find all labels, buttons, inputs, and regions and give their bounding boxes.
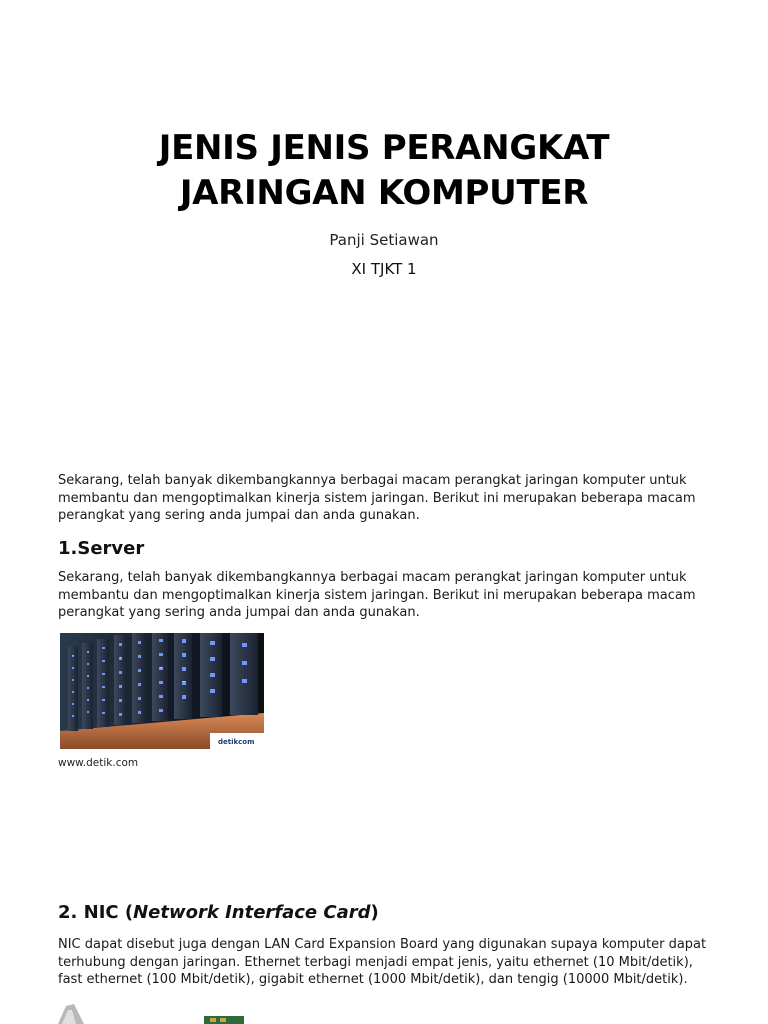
class-label: XI TJKT 1: [351, 260, 417, 278]
intro-line: Sekarang, telah banyak dikembangkannya berbagai macam perangkat jaringan komputer untuk: [58, 473, 687, 488]
title-line-2: JARINGAN KOMPUTER: [179, 173, 589, 213]
nic-heading-prefix: 2. NIC (: [58, 902, 134, 923]
nic-heading-italic: Network Interface Card: [133, 902, 371, 923]
nic-line: fast ethernet (100 Mbit/detik), gigabit ethernet (1000 Mbit/detik), dan tengig (10000 Mbit/detik).: [58, 972, 688, 987]
nic-card-image: [54, 1000, 254, 1024]
title-line-1: JENIS JENIS PERANGKAT: [158, 128, 610, 168]
intro-line: perangkat yang sering anda jumpai dan anda gunakan.: [58, 508, 420, 523]
section-heading-server: 1.Server: [58, 538, 145, 559]
image-watermark-text: detikcom: [218, 738, 255, 746]
nic-heading-suffix: ): [370, 902, 379, 923]
section-heading-nic: [58, 901, 379, 925]
image-caption: www.detik.com: [58, 757, 139, 769]
server-paragraph: [58, 569, 718, 622]
document-title: [0, 126, 768, 216]
intro-paragraph: [58, 472, 718, 525]
server-line: membantu dan mengoptimalkan kinerja sistem jaringan. Berikut ini merupakan beberapa macam: [58, 587, 696, 603]
author-name: Panji Setiawan: [329, 231, 439, 249]
nic-line: NIC dapat disebut juga dengan LAN Card Expansion Board yang digunakan supaya komputer dapat: [58, 937, 707, 952]
server-line: perangkat yang sering anda jumpai dan anda gunakan.: [58, 605, 420, 620]
server-line: Sekarang, telah banyak dikembangkannya berbagai macam perangkat jaringan komputer untuk: [58, 570, 687, 585]
intro-line: membantu dan mengoptimalkan kinerja sistem jaringan. Berikut ini merupakan beberapa macam: [58, 490, 696, 506]
nic-paragraph: [58, 936, 718, 989]
nic-line: terhubung dengan jaringan. Ethernet terbagi menjadi empat jenis, yaitu ethernet (10 Mbit/detik),: [58, 954, 693, 970]
server-rack-image: [60, 633, 264, 749]
